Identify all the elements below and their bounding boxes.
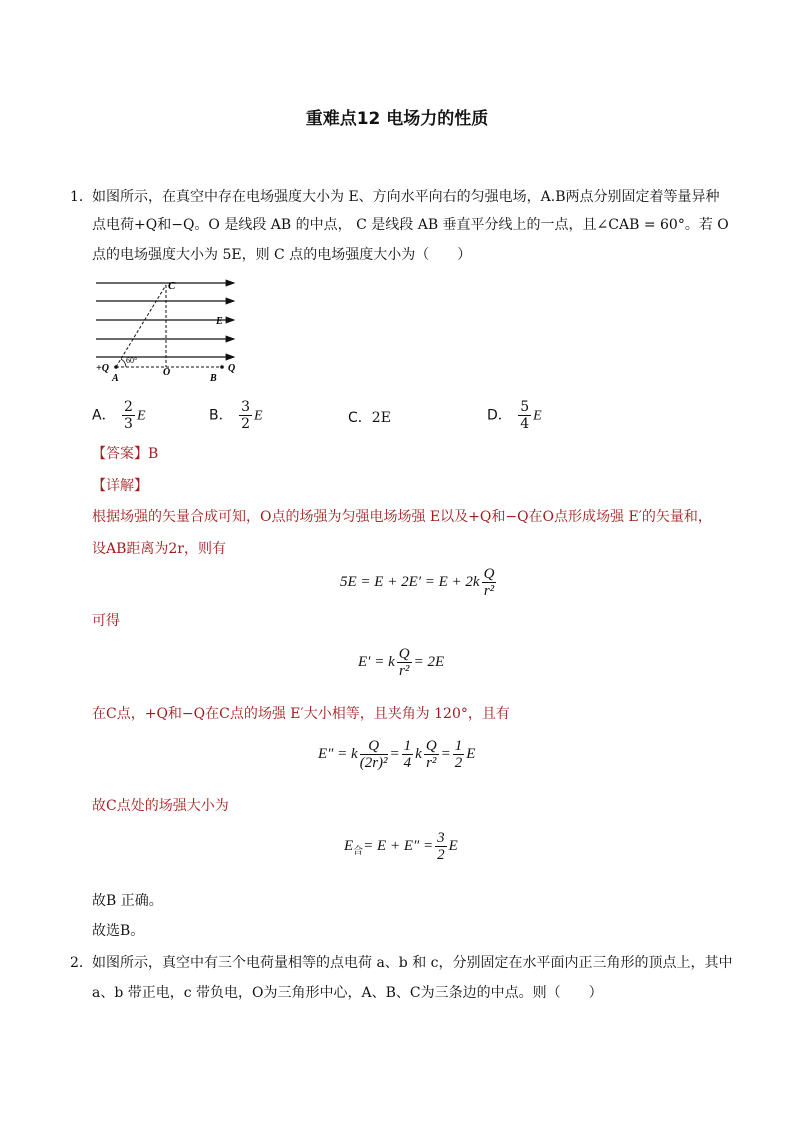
- formula-3-d4: 2: [454, 755, 463, 771]
- detail-line-2: 设AB距离为2r，则有: [92, 541, 226, 557]
- option-D[interactable]: [487, 399, 542, 432]
- formula-4: [344, 830, 458, 863]
- label-angle: 60°: [126, 356, 138, 365]
- formula-4-mid: = E + E″ =: [363, 837, 434, 854]
- option-A-fraction: [122, 399, 135, 432]
- option-C[interactable]: [348, 407, 391, 427]
- q1-line-3: 点的电场强度大小为 5E，则 C 点的电场强度大小为（ ）: [92, 247, 472, 263]
- option-A-num: 2: [124, 399, 133, 415]
- q2-number: 2．: [70, 955, 93, 971]
- option-A-den: 3: [124, 416, 133, 432]
- option-B-den: 2: [241, 416, 250, 432]
- option-B-num: 3: [241, 399, 250, 415]
- option-B-fraction: [239, 399, 252, 432]
- label-E: E: [216, 316, 223, 327]
- formula-3-d2: 4: [403, 755, 412, 771]
- formula-3-eq1: =: [389, 745, 400, 762]
- formula-1: [340, 566, 498, 599]
- q2-line-2: a、b 带正电，c 带负电，O为三角形中心，A、B、C为三条边的中点。则（ ）: [92, 985, 603, 1001]
- option-A-var: E: [136, 408, 146, 424]
- option-D-num: 5: [520, 399, 530, 415]
- option-B-var: E: [253, 408, 263, 424]
- page-title: 重难点12 电场力的性质: [305, 109, 489, 129]
- option-A-letter: A．: [92, 407, 116, 424]
- formula-2-right: = 2E: [413, 653, 445, 670]
- label-C: C: [168, 280, 176, 292]
- option-C-letter: C．: [348, 410, 372, 426]
- formula-3-d1: (2r)²: [359, 755, 388, 771]
- label-A: A: [112, 373, 119, 384]
- q2-line-1: 如图所示，真空中有三个电荷量相等的点电荷 a、b 和 c，分别固定在水平面内正三角形的顶点上，其中: [92, 955, 733, 971]
- segment-AC: [116, 285, 166, 367]
- label-minusQ: Q: [228, 363, 236, 374]
- detail-line-3: 可得: [92, 613, 120, 629]
- detail-line-7: 故选B。: [92, 923, 145, 939]
- option-D-den: 4: [520, 416, 530, 432]
- formula-1-left: 5E = E + 2E′ = E + 2k: [340, 573, 480, 590]
- option-A[interactable]: [92, 399, 146, 432]
- charge-plus-dot: [114, 365, 118, 369]
- q1-number: 1．: [70, 189, 93, 205]
- formula-3-n2: 1: [403, 738, 412, 754]
- formula-1-den: r²: [483, 583, 495, 599]
- answer-label: 【答案】B: [92, 446, 159, 462]
- formula-4-sub: 合: [353, 845, 364, 857]
- formula-3-n3: Q: [425, 738, 437, 754]
- option-B[interactable]: [209, 399, 263, 432]
- formula-2-num: Q: [398, 646, 410, 662]
- detail-line-1: 根据场强的矢量合成可知，O点的场强为匀强电场场强 E以及+Q和−Q在O点形成场强 E′的矢量和，: [92, 509, 712, 525]
- option-D-fraction: [518, 399, 531, 432]
- formula-1-num: Q: [483, 566, 495, 582]
- formula-2-den: r²: [398, 663, 410, 679]
- formula-4-den: 2: [437, 847, 445, 863]
- formula-2-left: E′ = k: [358, 653, 395, 670]
- q1-line-2: 点电荷+Q和−Q。O 是线段 AB 的中点， C 是线段 AB 垂直平分线上的一点，且∠CAB = 60°。若 O: [92, 217, 729, 233]
- detail-line-5: 故C点处的场强大小为: [92, 798, 229, 814]
- formula-3-eq2: =: [440, 745, 451, 762]
- formula-2: [358, 646, 444, 679]
- label-O: O: [163, 367, 171, 378]
- formula-3-d3: r²: [426, 755, 437, 771]
- detail-line-6: 故B 正确。: [92, 893, 163, 909]
- option-C-text: 2E: [371, 410, 391, 426]
- formula-3-e: E: [466, 745, 476, 762]
- electric-field-figure: [92, 273, 242, 385]
- formula-3: [318, 738, 475, 771]
- option-B-letter: B．: [209, 407, 233, 424]
- formula-4-num: 3: [437, 830, 445, 846]
- label-B: B: [210, 373, 217, 384]
- formula-3-n4: 1: [454, 738, 463, 754]
- option-D-letter: D．: [487, 407, 512, 424]
- formula-4-e: E: [448, 837, 458, 854]
- formula-4-left: E: [344, 837, 354, 854]
- formula-3-k: k: [415, 745, 422, 762]
- formula-3-left: E″ = k: [318, 745, 358, 762]
- charge-minus-dot: [220, 365, 224, 369]
- label-plusQ: +Q: [96, 363, 109, 374]
- option-D-var: E: [533, 408, 542, 424]
- formula-3-n1: Q: [360, 738, 388, 755]
- detail-line-4: 在C点，+Q和−Q在C点的场强 E′大小相等，且夹角为 120°，且有: [92, 706, 510, 722]
- detail-heading: 【详解】: [92, 478, 148, 494]
- q1-line-1: 如图所示，在真空中存在电场强度大小为 E、方向水平向右的匀强电场，A.B两点分别固定着等量异种: [92, 189, 720, 205]
